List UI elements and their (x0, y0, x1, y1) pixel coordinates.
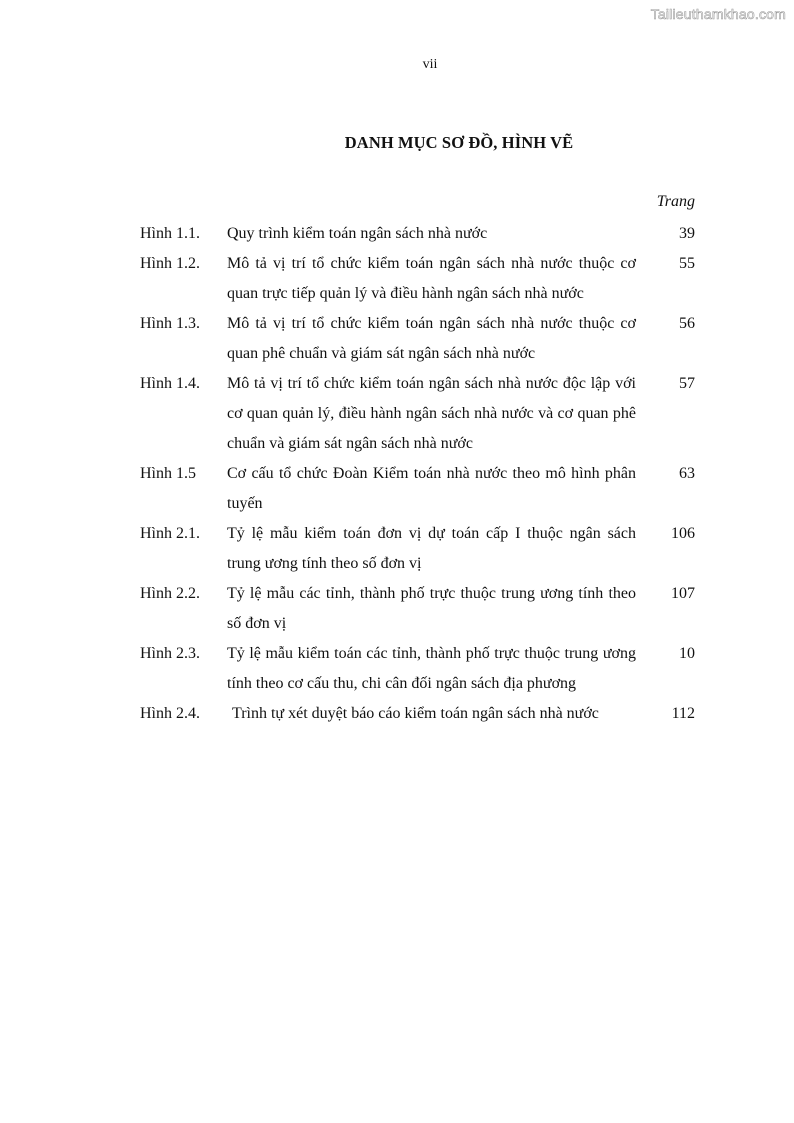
figure-caption: Mô tả vị trí tổ chức kiểm toán ngân sách nhà nước thuộc cơ quan trực tiếp quản lý và điều hành ngân sách nhà nước (227, 255, 636, 302)
page-title: DANH MỤC SƠ ĐỒ, HÌNH VẼ (344, 133, 574, 152)
list-item (0, 519, 794, 579)
figure-page: 63 (679, 465, 695, 482)
figure-label: Hình 1.3. (140, 315, 200, 332)
list-item (0, 309, 794, 369)
list-item (0, 459, 794, 519)
figure-caption: Mô tả vị trí tổ chức kiểm toán ngân sách nhà nước độc lập với cơ quan quản lý, điều hành ngân sách nhà nước và cơ quan phê chuẩn và giám sát ngân sách nhà nước (227, 375, 636, 452)
watermark: Tailieuthamkhao.com (650, 6, 786, 22)
figure-caption: Tỷ lệ mẫu kiểm toán các tỉnh, thành phố trực thuộc trung ương tính theo cơ cấu thu, chi cân đối ngân sách địa phương (227, 645, 636, 692)
figure-label: Hình 2.2. (140, 585, 200, 602)
figure-page: 10 (679, 645, 695, 662)
figure-caption: Tỷ lệ mẫu các tỉnh, thành phố trực thuộc trung ương tính theo số đơn vị (227, 585, 636, 632)
list-item (0, 369, 794, 459)
list-item (0, 699, 794, 729)
list-item (0, 639, 794, 699)
figure-list (0, 219, 794, 729)
figure-label: Hình 2.4. (140, 705, 200, 722)
figure-page: 55 (679, 255, 695, 272)
figure-page: 107 (671, 585, 695, 602)
page-column-header: Trang (656, 193, 695, 210)
figure-label: Hình 2.3. (140, 645, 200, 662)
figure-label: Hình 1.2. (140, 255, 200, 272)
figure-caption: Mô tả vị trí tổ chức kiểm toán ngân sách nhà nước thuộc cơ quan phê chuẩn và giám sát ngân sách nhà nước (227, 315, 636, 362)
figure-caption: Cơ cấu tổ chức Đoàn Kiểm toán nhà nước theo mô hình phân tuyến (227, 465, 636, 512)
list-item (0, 249, 794, 309)
figure-label: Hình 2.1. (140, 525, 200, 542)
page-number: vii (422, 57, 438, 72)
figure-page: 56 (679, 315, 695, 332)
list-item (0, 579, 794, 639)
figure-page: 106 (671, 525, 695, 542)
figure-page: 112 (671, 705, 695, 722)
figure-caption: Tỷ lệ mẫu kiểm toán đơn vị dự toán cấp I thuộc ngân sách trung ương tính theo số đơn vị (227, 525, 636, 572)
figure-label: Hình 1.1. (140, 225, 200, 242)
figure-caption: Quy trình kiểm toán ngân sách nhà nước (227, 225, 488, 242)
figure-caption: Trình tự xét duyệt báo cáo kiểm toán ngân sách nhà nước (232, 705, 599, 722)
figure-label: Hình 1.5 (140, 465, 196, 482)
figure-page: 57 (679, 375, 695, 392)
figure-page: 39 (679, 225, 695, 242)
figure-label: Hình 1.4. (140, 375, 200, 392)
list-item (0, 219, 794, 249)
